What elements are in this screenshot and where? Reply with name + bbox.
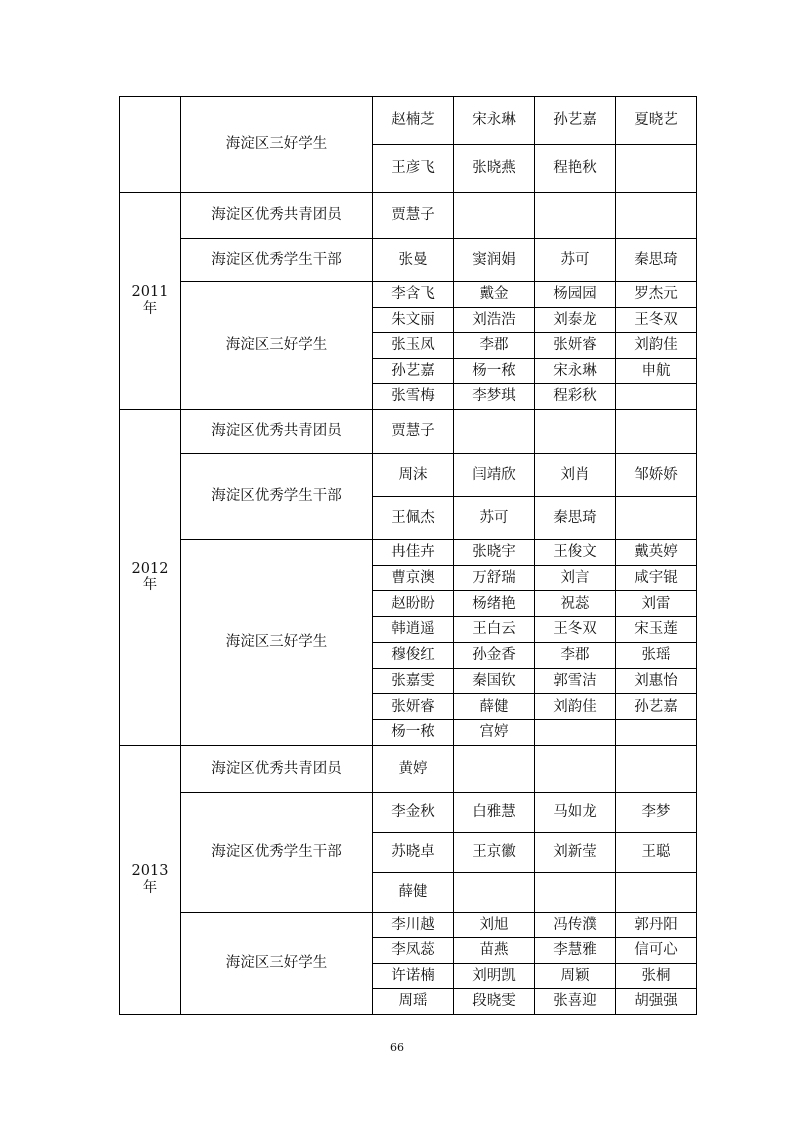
- student-name-cell: 程彩秋: [535, 384, 616, 410]
- student-name-cell: 许诺楠: [373, 963, 454, 989]
- table-row: [120, 539, 697, 565]
- student-name-cell: [535, 745, 616, 792]
- student-name-cell: 信可心: [616, 938, 697, 964]
- table-row: [120, 193, 697, 239]
- student-name-cell: 刘新莹: [535, 832, 616, 872]
- student-name-cell: 张妍睿: [535, 333, 616, 359]
- student-name-cell: 李郡: [535, 642, 616, 668]
- student-name-cell: 王冬双: [535, 617, 616, 643]
- student-name-cell: [535, 193, 616, 239]
- student-name-cell: 王彦飞: [373, 145, 454, 193]
- student-name-cell: [616, 496, 697, 539]
- student-name-cell: 曹京澳: [373, 565, 454, 591]
- student-name-cell: 李郡: [454, 333, 535, 359]
- table-row: [120, 792, 697, 832]
- student-name-cell: 李慧雅: [535, 938, 616, 964]
- student-name-cell: 张雪梅: [373, 384, 454, 410]
- table-row: [120, 912, 697, 938]
- student-name-cell: 孙艺嘉: [616, 694, 697, 720]
- honor-category-cell: 海淀区优秀共青团员: [181, 745, 373, 792]
- honor-category-cell: 海淀区三好学生: [181, 97, 373, 193]
- honor-category-cell: 海淀区三好学生: [181, 539, 373, 745]
- table-row: [120, 239, 697, 282]
- page-number: 66: [390, 1041, 404, 1054]
- student-name-cell: 苏可: [535, 239, 616, 282]
- student-name-cell: 冯传濮: [535, 912, 616, 938]
- student-name-cell: 杨一秾: [454, 358, 535, 384]
- student-name-cell: 刘明凯: [454, 963, 535, 989]
- student-name-cell: 刘泰龙: [535, 307, 616, 333]
- student-name-cell: 张瑶: [616, 642, 697, 668]
- student-name-cell: [454, 409, 535, 453]
- student-name-cell: 李金秋: [373, 792, 454, 832]
- honor-category-cell: 海淀区优秀学生干部: [181, 239, 373, 282]
- student-name-cell: 马如龙: [535, 792, 616, 832]
- student-name-cell: 李梦琪: [454, 384, 535, 410]
- student-name-cell: 戴金: [454, 282, 535, 308]
- year-cell: 2011 年: [120, 193, 181, 410]
- student-name-cell: [535, 409, 616, 453]
- student-name-cell: 咸宇锟: [616, 565, 697, 591]
- student-name-cell: 秦国钦: [454, 668, 535, 694]
- student-name-cell: 宫婷: [454, 720, 535, 746]
- student-name-cell: 罗杰元: [616, 282, 697, 308]
- student-name-cell: 程艳秋: [535, 145, 616, 193]
- student-name-cell: [535, 720, 616, 746]
- student-name-cell: 宋永琳: [535, 358, 616, 384]
- student-name-cell: 薛健: [454, 694, 535, 720]
- student-name-cell: [616, 193, 697, 239]
- student-name-cell: 张曼: [373, 239, 454, 282]
- student-name-cell: 申航: [616, 358, 697, 384]
- honors-table: [119, 96, 697, 1015]
- student-name-cell: 杨一秾: [373, 720, 454, 746]
- student-name-cell: 宋玉莲: [616, 617, 697, 643]
- student-name-cell: 赵楠芝: [373, 97, 454, 145]
- student-name-cell: 刘言: [535, 565, 616, 591]
- student-name-cell: 戴英婷: [616, 539, 697, 565]
- student-name-cell: 邹娇娇: [616, 453, 697, 496]
- student-name-cell: 李凤蕊: [373, 938, 454, 964]
- student-name-cell: [454, 745, 535, 792]
- student-name-cell: 杨绪艳: [454, 591, 535, 617]
- student-name-cell: 贾慧子: [373, 193, 454, 239]
- student-name-cell: 窦润娟: [454, 239, 535, 282]
- honor-category-cell: 海淀区优秀学生干部: [181, 453, 373, 539]
- student-name-cell: 王俊文: [535, 539, 616, 565]
- table-row: [120, 745, 697, 792]
- student-name-cell: 张喜迎: [535, 989, 616, 1015]
- student-name-cell: [616, 720, 697, 746]
- student-name-cell: 韩逍遥: [373, 617, 454, 643]
- student-name-cell: 刘肖: [535, 453, 616, 496]
- student-name-cell: 朱文丽: [373, 307, 454, 333]
- student-name-cell: 周颖: [535, 963, 616, 989]
- student-name-cell: 张晓燕: [454, 145, 535, 193]
- table-row: [120, 282, 697, 308]
- student-name-cell: 杨园园: [535, 282, 616, 308]
- honor-category-cell: 海淀区优秀学生干部: [181, 792, 373, 912]
- student-name-cell: 胡强强: [616, 989, 697, 1015]
- table-row: [120, 453, 697, 496]
- student-name-cell: 孙艺嘉: [373, 358, 454, 384]
- year-cell: 2012 年: [120, 409, 181, 745]
- student-name-cell: 张妍睿: [373, 694, 454, 720]
- student-name-cell: 刘雷: [616, 591, 697, 617]
- student-name-cell: 孙艺嘉: [535, 97, 616, 145]
- student-name-cell: [454, 193, 535, 239]
- student-name-cell: 段晓雯: [454, 989, 535, 1015]
- student-name-cell: 王白云: [454, 617, 535, 643]
- student-name-cell: 孙金香: [454, 642, 535, 668]
- student-name-cell: 王聪: [616, 832, 697, 872]
- student-name-cell: 王冬双: [616, 307, 697, 333]
- student-name-cell: 薛健: [373, 872, 454, 912]
- student-name-cell: 刘浩浩: [454, 307, 535, 333]
- student-name-cell: [616, 409, 697, 453]
- honor-category-cell: 海淀区三好学生: [181, 912, 373, 1014]
- student-name-cell: 郭丹阳: [616, 912, 697, 938]
- student-name-cell: 夏晓艺: [616, 97, 697, 145]
- student-name-cell: 冉佳卉: [373, 539, 454, 565]
- student-name-cell: [616, 745, 697, 792]
- student-name-cell: 王京徽: [454, 832, 535, 872]
- student-name-cell: 刘韵佳: [535, 694, 616, 720]
- student-name-cell: 穆俊红: [373, 642, 454, 668]
- student-name-cell: 秦思琦: [616, 239, 697, 282]
- student-name-cell: 苏晓卓: [373, 832, 454, 872]
- student-name-cell: 郭雪洁: [535, 668, 616, 694]
- student-name-cell: 黄婷: [373, 745, 454, 792]
- student-name-cell: 李含飞: [373, 282, 454, 308]
- student-name-cell: 张玉凤: [373, 333, 454, 359]
- student-name-cell: 刘韵佳: [616, 333, 697, 359]
- student-name-cell: 周沫: [373, 453, 454, 496]
- student-name-cell: [616, 384, 697, 410]
- student-name-cell: 张晓宇: [454, 539, 535, 565]
- year-cell: 2013 年: [120, 745, 181, 1014]
- student-name-cell: 李梦: [616, 792, 697, 832]
- student-name-cell: 刘惠怡: [616, 668, 697, 694]
- student-name-cell: 宋永琳: [454, 97, 535, 145]
- year-cell: [120, 97, 181, 193]
- student-name-cell: 刘旭: [454, 912, 535, 938]
- student-name-cell: 祝蕊: [535, 591, 616, 617]
- student-name-cell: 苗燕: [454, 938, 535, 964]
- student-name-cell: 白雅慧: [454, 792, 535, 832]
- honor-category-cell: 海淀区三好学生: [181, 282, 373, 410]
- table-row: [120, 409, 697, 453]
- student-name-cell: 苏可: [454, 496, 535, 539]
- student-name-cell: 闫靖欣: [454, 453, 535, 496]
- student-name-cell: [616, 145, 697, 193]
- student-name-cell: [535, 872, 616, 912]
- student-name-cell: 李川越: [373, 912, 454, 938]
- student-name-cell: 万舒瑞: [454, 565, 535, 591]
- student-name-cell: 张嘉雯: [373, 668, 454, 694]
- student-name-cell: [454, 872, 535, 912]
- student-name-cell: 秦思琦: [535, 496, 616, 539]
- student-name-cell: 张桐: [616, 963, 697, 989]
- honor-category-cell: 海淀区优秀共青团员: [181, 193, 373, 239]
- student-name-cell: 贾慧子: [373, 409, 454, 453]
- honor-category-cell: 海淀区优秀共青团员: [181, 409, 373, 453]
- table-row: [120, 97, 697, 145]
- student-name-cell: [616, 872, 697, 912]
- student-name-cell: 王佩杰: [373, 496, 454, 539]
- student-name-cell: 周瑶: [373, 989, 454, 1015]
- student-name-cell: 赵盼盼: [373, 591, 454, 617]
